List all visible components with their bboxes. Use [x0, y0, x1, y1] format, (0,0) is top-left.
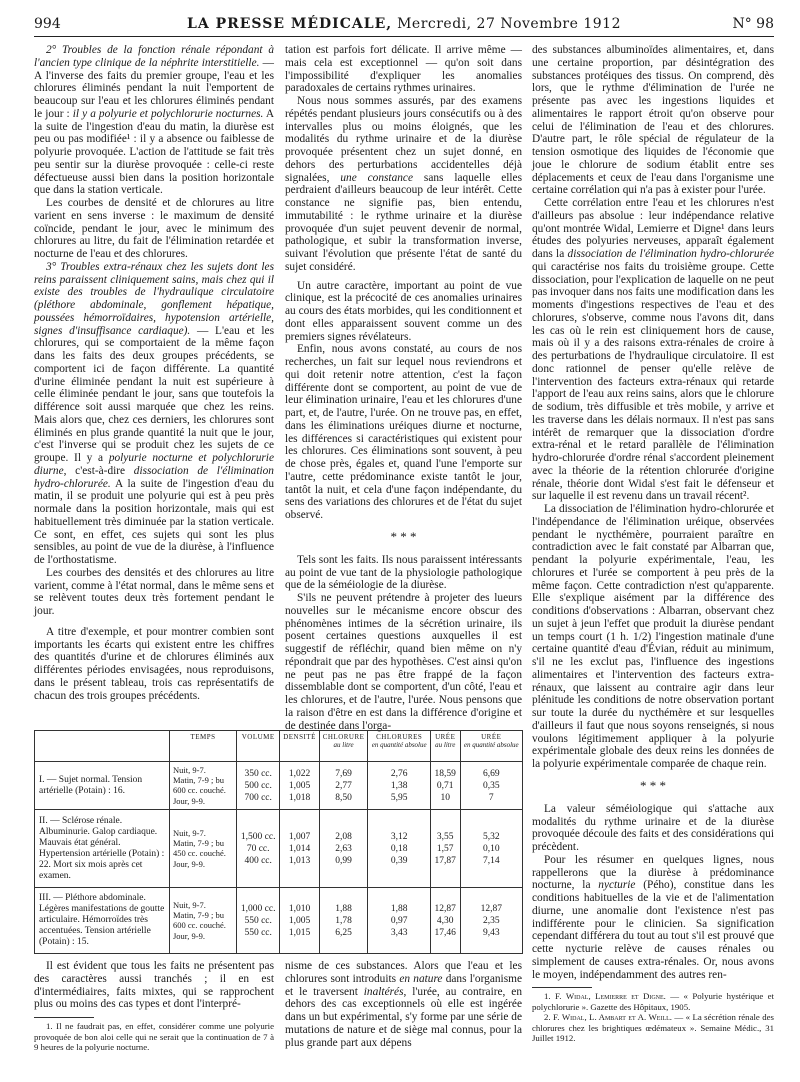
header-sublabel: au litre — [333, 741, 354, 749]
cell-chl-abs — [368, 888, 430, 953]
case-description: II. — Sclérose rénale. Albuminurie. Galop cardiaque. Mauvais état général. Hypertension artérielle (Potain) : 22. Mort six mois après cet examen. — [39, 815, 165, 881]
journal-name: LA PRESSE MÉDICALE, — [187, 16, 393, 32]
cell-chl-abs — [368, 810, 430, 888]
footnote-rule — [532, 987, 592, 988]
header-label: TEMPS — [190, 733, 216, 741]
table-cell-value: Nuit, 9-7. — [173, 765, 206, 776]
table-header — [35, 731, 170, 762]
text: 1. F. — [544, 991, 566, 1002]
cell-chl-litre — [319, 888, 368, 953]
table-cell-value: 8,50 — [335, 792, 352, 803]
header-label: VOLUME — [241, 733, 275, 741]
footnote — [532, 991, 774, 1012]
text: — A l'inverse des faits du premier groupe, l'eau et les chlorures éliminés pendant la nuit l'emportent de beaucoup sur l'eau et les chlorures éliminés pendant le jour : — [34, 56, 274, 120]
footnote-rule — [34, 1017, 94, 1018]
paragraph: Un autre caractère, important au point de vue clinique, est la précocité de ces anomalies urinaires au cours des états morbides, qui les conditionnent et dont elles apparaissent souvent comme un des premiers signes révélateurs. — [285, 279, 522, 343]
table-cell-value: 1,000 cc. — [240, 903, 276, 914]
table-cell-value: 5,95 — [390, 792, 408, 803]
table-cell-value: 2,76 — [390, 768, 408, 779]
table-cell-value: 6,25 — [335, 927, 352, 938]
text: , c'est-à-dire — [63, 464, 134, 477]
paragraph: La dissociation de l'élimination hydro-chlorurée et l'indépendance de l'élimination uréique, observées pendant le nycthémère, pourraient paraître en contradiction avec le fait constaté par Albarran que, pendant la polyurie expérimentale, l'eau, les chlorures et l'urée se comportent à peu près de la même façon. Cette contradiction n'est qu'apparente. Elle s'explique aisément par la différence des conditions d'observations : Albarran, observant chez un sujet à jeun l'effet que produit la diurèse pendant un temps court (1 h. 1/2) l'ingestion matinale d'une certaine quantité d'eau d'Évian, réduit au minimum, s'il ne les exclut pas, l'influence des ingestions alimentaires et l'intervention des facteurs extra-rénaux, que laissent au contraire agir dans leur plénitude les conditions de notre observation portant sur toute la durée du nycthémère et sur lesquelles d'ailleurs il faut que nous soyons renseignés, si nous voulons légitimement appliquer à la polyurie expérimentale globale des deux reins les données de la polyurie expérimentale comparée de chaque rein. — [532, 503, 774, 770]
table-header — [280, 731, 319, 762]
text: dans l'organisme et le traversent — [285, 972, 522, 998]
table-header — [368, 731, 430, 762]
table-cell-value: 7 — [488, 792, 494, 803]
paragraph: des substances albuminoïdes alimentaires, et, dans une certaine proportion, par désintégration des substances protéiques des tissus. On comprend, dès lors, que le rythme d'élimination de l'urée ne présente pas avec les ingestions liquides et alimentaires le rapport étroit qu'on observe pour celui de l'élimination de l'eau et des chlorures. D'autre part, le rôle spécial de régulateur de la tension osmotique des liquides de l'économie que joue le chlorure de sodium établit entre ses déplacements et ceux de l'eau dans l'organisme une certaine corrélation qui n'a pas à exister pour l'urée. — [532, 44, 774, 197]
cell-temps — [170, 762, 237, 810]
table-cell-value: 550 cc. — [244, 927, 272, 938]
table-row — [35, 888, 522, 953]
table-cell-value: 0,35 — [482, 780, 500, 791]
table-row — [35, 762, 522, 810]
text: Cette corrélation entre l'eau et les chlorures n'est d'ailleurs pas absolue : leur indépendance relative qu'ont montrée Widal, Lemierre et Digne¹ dans leurs études des polyuries nerveuses, apparaît également dans la — [532, 197, 774, 260]
paragraph: A titre d'exemple, et pour montrer combien sont importants les écarts qui existent entre les chiffres des quantités d'urine et de chlorures éliminés aux différentes périodes envisagées, nous reproduisons, dans le présent tableau, trois cas représentatifs de chacun des trois groupes précédents. — [34, 625, 274, 702]
table-cell-value: 4,30 — [436, 915, 454, 926]
section-title: 2° Troubles de la fonction rénale répondant à l'ancien type clinique de la néphrite interstitielle. — [34, 44, 274, 69]
table-cell-value: Matin, 7-9 ; bu 600 cc. couché. — [173, 775, 226, 795]
table-cell-value: Matin, 7-9 ; bu 450 cc. couché. — [173, 838, 226, 858]
table-header-row — [35, 731, 522, 762]
table-cell-value: 12,87 — [480, 903, 502, 914]
text: qui caractérise nos faits du troisième groupe. Cette dissociation, pour l'explication de laquelle on ne peut pas invoquer dans nos faits une modification dans les moments d'ingestions respectives de l'eau et des chlorures, s'observe, comme nous l'avons dit, dans les cas où le rein est cliniquement hors de cause, mais où il y a des raisons extra-rénales de croire à des perturbations de l'hydraulique circulatoire. Il est donc rationnel de penser qu'elle relève de l'intervention des facteurs extra-rénaux qui retarde l'apport de l'eau aux reins sains, alors que le chlorure de sodium, très diffusible et très mobile, y arrive et les traverse dans les délais normaux. Il n'est pas sans intérêt de remarquer que la dissociation d'ordre extra-rénal et le retard parallèle de l'élimination hydro-chlorurée d'ordre rénal s'accordent pleinement avec la théorie de la rétention chlorurée d'origine rénale, théorie dont Widal s'est fait le défenseur et sur laquelle il est revenu dans un travail récent². — [532, 260, 774, 503]
table-cell-value: 0,97 — [390, 915, 408, 926]
cell-volume — [237, 888, 280, 953]
table-cell-value: Nuit, 9-7. — [173, 900, 206, 911]
cell-volume — [237, 762, 280, 810]
emphasis: polyurie nocturne et polychlorurie diurne — [34, 452, 274, 477]
paragraph: tation est parfois fort délicate. Il arrive même — mais cela est exceptionnel — qu'on soit dans l'impossibilité d'expliquer les anomalies paradoxales de certains rythmes urinaires. — [285, 44, 522, 95]
table-cell-value: 7,14 — [482, 855, 500, 866]
case-description: III. — Pléthore abdominale. Légères manifestations de goutte articulaire. Hémorroïdes très accentuées. Tension artérielle (Potain) : 15. — [39, 893, 165, 948]
table-cell-value: 10 — [440, 792, 450, 803]
table-cell-value: 500 cc. — [244, 780, 272, 791]
table-cell-value: 2,35 — [482, 915, 500, 926]
table-header — [170, 731, 237, 762]
cell-uree-litre — [430, 810, 460, 888]
cell-temps — [170, 810, 237, 888]
cell-chl-abs — [368, 762, 430, 810]
text: A la suite de l'ingestion d'eau du matin, la diurèse est peu ou pas modifiée¹ : il y a absence ou faiblesse de polyurie provoquée. L'action de l'attitude se fait très peu sentir sur la diurèse provoquée : celle-ci reste défectueuse aussi bien dans la position horizontale que dans la station verticale. — [34, 107, 275, 197]
paragraph — [285, 960, 522, 1049]
table-row — [35, 810, 522, 888]
issue-date: Mercredi, 27 Novembre 1912 — [397, 16, 621, 32]
paragraph: Les courbes des densités et des chlorures au litre varient, comme à l'état normal, dans le même sens et se relèvent toutes deux très fortement pendant le jour. — [34, 566, 274, 617]
table-cell-value: 2,08 — [335, 831, 352, 842]
table-cell-value: 1,88 — [335, 903, 352, 914]
paragraph: Il est évident que tous les faits ne présentent pas des caractères aussi tranchés ; il en est d'intermédiaires, faits mixtes, qui se rapprochent plus ou moins des cas types et dont l'interpré- — [34, 960, 274, 1011]
table-cell-value: 2,63 — [335, 843, 352, 854]
urine-data-table — [34, 730, 523, 954]
column-1 — [34, 44, 274, 702]
page-header — [34, 14, 774, 37]
text: nisme de ces substances. Alors que l'eau et les chlorures sont introduits — [285, 960, 522, 985]
text: — « Polyurie hystérique et polychlorurie ». Gazette des Hôpitaux, 1905. — [532, 991, 774, 1012]
table-cell-value: 550 cc. — [244, 915, 272, 926]
section-separator: * * * — [640, 777, 666, 793]
paragraph — [532, 854, 774, 982]
paragraph: S'ils ne peuvent prétendre à projeter des lueurs nouvelles sur le mécanisme encore obscur des phénomènes intimes de la sécrétion urinaire, ils posent certaines questions auxquelles il est suggestif de réfléchir, quand bien même on n'y répondrait que par des hypothèses. C'est ainsi qu'on ne peut pas ne pas être frappé de la façon dissemblable dont se comportent, d'un côté, l'eau et les chlorures, et de l'autre, l'urée. Nous pensons que la raison d'être en est dans la différence d'origine et de destinée dans l'orga- — [285, 592, 522, 732]
text: — L'eau et les chlorures, qui se comportaient de la même façon dans les faits des deux groupes précédents, se comportent ici de façon différente. La quantité d'urine éliminée pendant la nuit est supérieure à celle éliminée pendant le jour, sans que toutefois la différence soit aussi marquée que chez les reins. Mais alors que, chez ces derniers, les chlorures sont éliminés en plus grande quantité la nuit que le jour, c'est l'inverse qui se produit chez les sujets de ce groupe. Il y a — [34, 324, 274, 464]
text: — « La sécrétion rénale des chlorures chez les brightiques œdémateux ». Semaine Médic., 31 Juillet 1912. — [532, 1012, 774, 1044]
table-cell-value: Jour, 9-9. — [173, 931, 206, 942]
journal-title — [34, 16, 774, 32]
emphasis: en nature — [399, 972, 443, 985]
header-label: URÉE — [435, 733, 456, 741]
table-header — [460, 731, 522, 762]
paragraph: Enfin, nous avons constaté, au cours de nos recherches, un fait sur lequel nous reviendrons et qui doit retenir notre attention, c'est la façon différente dont se comportent, au point de vue de leur élimination urinaire, l'eau et les chlorures d'une part, et, de l'autre, l'urée. On ne trouve pas, en effet, dans les éliminations uréiques diurne et nocturne, les différences si caractéristiques qui existent pour les chlorures. Ces éliminations sont souvent, à peu de chose près, égales et, quand l'une l'emporte sur l'autre, cette prédominance existe tantôt le jour, tantôt la nuit, et cela d'une façon indépendante, du sens des variations des chlorures et de l'état du sujet observé. — [285, 343, 522, 521]
footnote — [532, 1012, 774, 1044]
table-cell-value: 17,46 — [434, 927, 456, 938]
emphasis: il y a polyurie et polychlorurie nocturnes. — [72, 107, 264, 120]
table-cell-value: 0,18 — [390, 843, 408, 854]
table-cell-value: 0,99 — [335, 855, 352, 866]
column-2 — [285, 44, 522, 732]
emphasis: dissociation de l'élimination hydro-chlorurée — [567, 248, 775, 260]
table-cell-value: 1,88 — [390, 903, 408, 914]
text: A la suite de l'ingestion d'eau du matin, il se produit une polyurie qui est à peu près normale dans la position horizontale, mais qui est habituellement très diminuée par la station verticale. Ce sont, en effet, ces sujets qui sont les plus sensibles, au point de vue de la diurèse, à l'influence de l'orthostatisme. — [34, 477, 274, 566]
text: 2. F. — [544, 1012, 562, 1023]
table-header — [319, 731, 368, 762]
text: sans laquelle elles perdraient d'ailleurs beaucoup de leur intérêt. Cette constance ne signifie pas, bien entendu, immutabilité : le rythme urinaire et la diurèse provoquée d'un sujet peuvent devenir de normal, pathologique, et subir la transformation inverse, suivant l'évolution que présente l'état de santé du sujet considéré. — [285, 171, 522, 273]
table-cell-value: 9,43 — [482, 927, 500, 938]
table-cell-value: 3,55 — [436, 831, 454, 842]
header-label: CHLORURES — [376, 733, 423, 741]
cell-uree-abs — [460, 810, 522, 888]
page-number: 994 — [34, 16, 61, 32]
table-cell-value: Jour, 9-9. — [173, 859, 206, 870]
header-label: DENSITÉ — [283, 733, 316, 741]
cell-densite — [280, 762, 319, 810]
table-cell-value: 400 cc. — [244, 855, 272, 866]
table-cell-value: 3,43 — [390, 927, 408, 938]
table-cell-value: 1,007 — [288, 831, 311, 842]
table-cell-value: Matin, 7-9 ; bu 600 cc. couché. — [173, 910, 226, 930]
table-cell-value: 5,32 — [482, 831, 500, 842]
table-cell-value: 700 cc. — [244, 792, 272, 803]
text: (Pého), constitue dans les conditions habituelles de la vie et de l'alimentation diurne, une anomalie dont l'existence n'est pas indifférente pour le clinicien. Sa signification cependant différera du tout au tout s'il est prouvé que cette nycturie relève de causes rénales ou simplement de causes extra-rénales. Or, nous avons le moyen, indépendamment des autres ren- — [532, 879, 774, 981]
table-cell-value: 70 cc. — [246, 843, 270, 854]
section-title: 3° Troubles extra-rénaux chez les sujets dont les reins paraissent cliniquement sains, mais chez qui il existe des troubles de l'hydraulique circulatoire (pléthore abdominale, gonflement hépatique, poussées hémorroïdaires, hypotension artérielle, signes d'insuffisance cardiaque). — [34, 260, 274, 337]
footnote: 1. Il ne faudrait pas, en effet, considérer comme une polyurie provoquée de bon aloi celle qui ne serait que la continuation de 7 à 9 heures de la polyurie nocturne. — [34, 1021, 274, 1052]
table-cell-value: 7,69 — [335, 768, 352, 779]
cell-chl-litre — [319, 810, 368, 888]
table-cell-value: 0,71 — [436, 780, 454, 791]
table-cell-value: 1,013 — [288, 855, 311, 866]
section-separator: * * * — [390, 528, 417, 544]
table-cell-value: 1,500 cc. — [240, 831, 276, 842]
table-cell-value: 6,69 — [482, 768, 500, 779]
emphasis: une constance — [340, 171, 413, 184]
cell-densite — [280, 888, 319, 953]
table-cell-value: 1,014 — [288, 843, 311, 854]
cell-chl-litre — [319, 762, 368, 810]
header-sublabel: en quantité absolue — [371, 741, 427, 749]
paragraph: Tels sont les faits. Ils nous paraissent intéressants au point de vue tant de la physiologie pathologique que de la séméiologie de la diurèse. — [285, 553, 522, 592]
cell-volume — [237, 810, 280, 888]
table-cell-value: 0,39 — [390, 855, 408, 866]
table-cell-value: 1,57 — [436, 843, 454, 854]
table-header — [430, 731, 460, 762]
emphasis: dissociation de l'élimination hydro-chlorurée. — [34, 464, 274, 490]
table-cell-value: 0,10 — [482, 843, 500, 854]
column-1-bottom — [34, 960, 274, 1053]
table-cell-value: 350 cc. — [244, 768, 272, 779]
header-label: URÉE — [481, 733, 502, 741]
emphasis: nycturie — [598, 879, 636, 892]
cell-uree-litre — [430, 762, 460, 810]
table-cell-value: 1,78 — [335, 915, 352, 926]
table-cell-value: 2,77 — [335, 780, 352, 791]
table-cell-value: Jour, 9-9. — [173, 796, 206, 807]
author-names: Widal, Lemierre et Digne. — [565, 991, 666, 1002]
table-header — [237, 731, 280, 762]
issue-number: N° 98 — [732, 16, 774, 32]
paragraph — [532, 197, 774, 503]
paragraph — [285, 95, 522, 274]
text: , l'urée, au contraire, en dehors des cas exceptionnels où elle est ingérée dans un but expérimental, s'y forme par une série de mutations de nature et de siège mal connus, pour la plus grande part aux dépens — [285, 985, 522, 1049]
case-description: I. — Sujet normal. Tension artérielle (Potain) : 16. — [39, 774, 143, 796]
table-cell-value: 12,87 — [434, 903, 456, 914]
table-cell-value: 3,12 — [390, 831, 408, 842]
emphasis: inaltérés — [363, 985, 404, 998]
column-2-bottom — [285, 960, 522, 1049]
header-sublabel: au litre — [435, 741, 456, 749]
cell-uree-abs — [460, 888, 522, 953]
table-cell-value: 18,59 — [434, 768, 456, 779]
text: Pour les résumer en quelques lignes, nous rappellerons que la diurèse à prédominance nocturne, la — [532, 853, 774, 892]
cell-uree-abs — [460, 762, 522, 810]
author-names: Widal, L. Ambart et A. Weill. — [561, 1012, 672, 1023]
header-sublabel: en quantité absolue — [463, 741, 519, 749]
text: Nous nous sommes assurés, par des examens répétés pendant plusieurs jours consécutifs ou à des intervalles plus ou moins éloignés, que les modalités du rythme urinaire et de la diurèse provoquée présentent chez un sujet donné, en dehors des perturbations accidentelles déjà signalées, — [285, 95, 522, 184]
table-cell-value: 1,38 — [390, 780, 408, 791]
paragraph: Les courbes de densité et de chlorures au litre varient en sens inverse : le maximum de densité coïncide, pendant le jour, avec le minimum des chlorures au litre, du fait de l'élimination retardée et nocturne de l'eau et des chlorures. — [34, 197, 274, 260]
table-cell-value: 1,022 — [288, 768, 311, 779]
table-cell-value: 17,87 — [434, 855, 456, 866]
table-cell-value: 1,010 — [288, 903, 311, 914]
cell-uree-litre — [430, 888, 460, 953]
table-cell-value: 1,018 — [288, 792, 311, 803]
column-3 — [532, 44, 774, 1044]
paragraph: La valeur séméiologique qui s'attache aux modalités du rythme urinaire et de la diurèse provoquée découle des faits et des considérations qui précèdent. — [532, 802, 774, 853]
cell-densite — [280, 810, 319, 888]
table-cell-value: Nuit, 9-7. — [173, 828, 206, 839]
paragraph — [34, 44, 274, 197]
table-cell-value: 1,015 — [288, 927, 311, 938]
table-cell-value: 1,005 — [288, 780, 311, 791]
cell-temps — [170, 888, 237, 953]
table-cell-value: 1,005 — [288, 915, 311, 926]
header-label: CHLORURE — [322, 733, 365, 741]
paragraph — [34, 261, 274, 567]
table-body — [35, 762, 522, 954]
